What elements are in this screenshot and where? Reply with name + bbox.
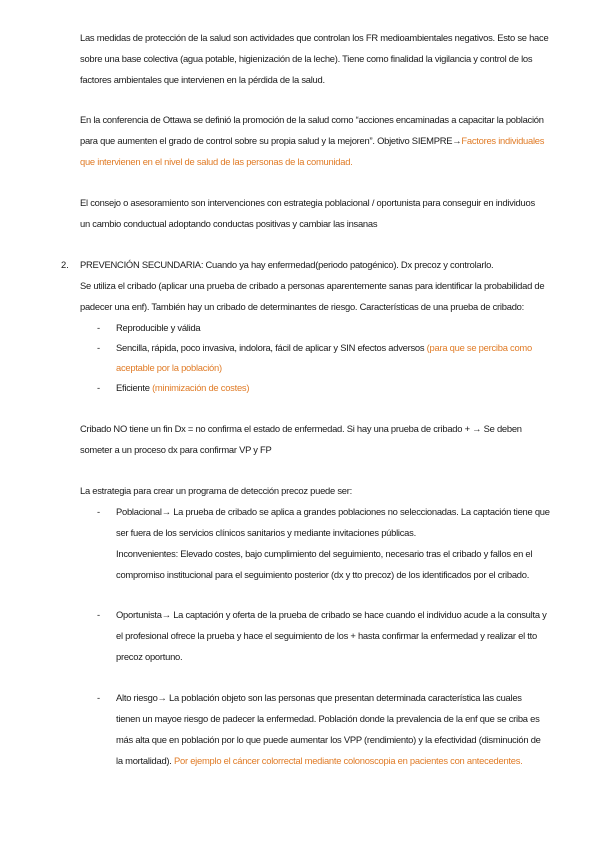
highlighted-text: (para que se perciba como [426,342,532,353]
list-item [116,382,249,394]
text-segment: Eficiente [116,382,153,393]
list-item: Oportunista→ La captación y oferta de la prueba de cribado se hace cuando el individuo acude a la consulta y [116,609,547,620]
text-line: someter a un proceso dx para confirmar VP y FP [80,444,272,455]
text-line: Inconvenientes: Elevado costes, bajo cumplimiento del seguimiento, necesario tras el cribado y fallos en el [116,548,533,559]
highlighted-text: Factores individuales [461,135,545,146]
list-item: Poblacional→ La prueba de cribado se aplica a grandes poblaciones no seleccionadas. La captación tiene que [116,506,550,517]
text-line: tienen un mayoe riesgo de padecer la enfermedad. Población donde la prevalencia de la enf que se criba es [116,713,540,724]
highlighted-text: aceptable por la población) [116,362,222,373]
bullet-dash: - [97,342,101,353]
highlighted-text: que intervienen en el nivel de salud de las personas de la comunidad. [80,156,353,167]
text-line: el profesional ofrece la prueba y hace el seguimiento de los + hasta confirmar la enfermedad y realizar el tto [116,630,537,641]
highlighted-text: Por ejemplo el cáncer colorrectal mediante colonoscopia en pacientes con antecedentes. [174,755,523,766]
list-item: Reproducible y válida [116,322,201,333]
bullet-dash: - [97,506,101,517]
text-line: El consejo o asesoramiento son intervenciones con estrategia poblacional / oportunista para conseguir en individuos [80,197,535,208]
text-line: Las medidas de protección de la salud son actividades que controlan los FR medioambientales negativos. Esto se hace [80,32,549,43]
bullet-dash: - [97,692,101,703]
text-segment: Sencilla, rápida, poco invasiva, indolora, fácil de aplicar y SIN efectos adversos [116,342,427,353]
bullet-dash: - [97,382,101,393]
text-segment: para que aumenten el grado de control sobre su propia salud y la mejoren”. Objetivo SIEMPRE→ [80,135,462,146]
text-line: un cambio conductual adoptando conductas positivas y cambiar las insanas [80,218,378,229]
text-line [80,135,544,147]
text-segment: la mortalidad). [116,755,175,766]
text-line: padecer una enf). También hay un cribado de determinantes de riesgo. Características de una prueba de cribado: [80,301,524,312]
list-item: Alto riesgo→ La población objeto son las personas que presentan determinada característica las cuales [116,692,522,703]
bullet-dash: - [97,322,101,333]
text-line: ser fuera de los servicios clínicos sanitarios y mediante invitaciones públicas. [116,527,416,538]
text-line [116,755,523,767]
highlighted-text: (minimización de costes) [152,382,250,393]
text-line: La estrategia para crear un programa de detección precoz puede ser: [80,485,352,496]
text-line: compromiso institucional para el seguimiento posterior (dx y tto precoz) de los identificados por el cribado. [116,569,530,580]
list-item [116,342,532,354]
text-line: Se utiliza el cribado (aplicar una prueba de cribado a personas aparentemente sanas para identificar la probabilidad de [80,280,545,291]
list-number: 2. [61,259,69,270]
text-line: factores ambientales que intervienen en la pérdida de la salud. [80,74,325,85]
text-line: precoz oportuno. [116,651,183,662]
section-heading: PREVENCIÓN SECUNDARIA: Cuando ya hay enfermedad(periodo patogénico). Dx precoz y controlarlo. [80,259,494,270]
text-line: sobre una base colectiva (agua potable, higienización de la leche). Tiene como finalidad la vigilancia y control de los [80,53,533,64]
text-line: En la conferencia de Ottawa se definió la promoción de la salud como “acciones encaminadas a capacitar la población [80,114,544,125]
text-line: Cribado NO tiene un fin Dx = no confirma el estado de enfermedad. Si hay una prueba de cribado + → Se deben [80,423,522,434]
text-line: más alta que en población por lo que puede aumentar los VPP (rendimiento) y la efectividad (disminución de [116,734,541,745]
bullet-dash: - [97,609,101,620]
